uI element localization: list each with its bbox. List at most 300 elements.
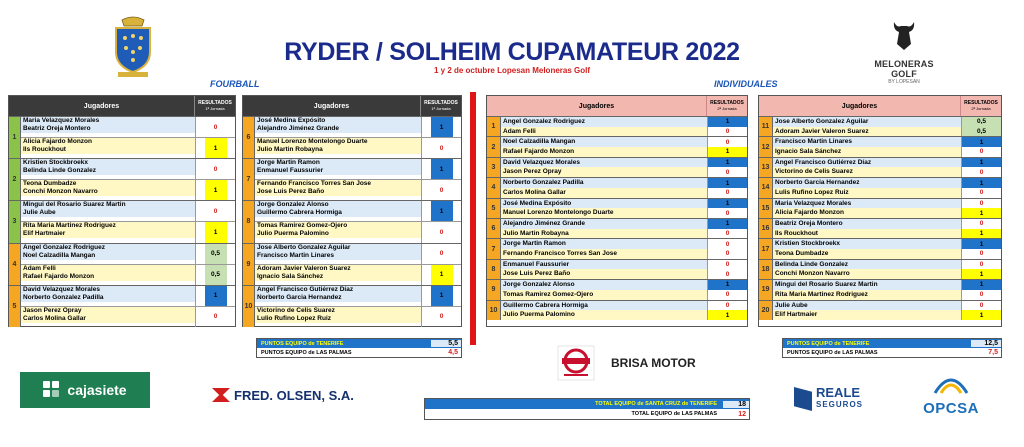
pair-result: [195, 265, 235, 285]
player-name: Angel Francisco Gutiérrez Díaz: [773, 158, 961, 168]
total-tenerife: TOTAL EQUIPO de SANTA CRUZ de TENERIFE 18: [425, 399, 749, 409]
pair-row: [21, 117, 235, 137]
pair-names: [773, 137, 961, 156]
player-name: Norberto Garcia Hernandez: [773, 178, 961, 188]
pair-row: [21, 159, 235, 179]
match-row: [759, 279, 1001, 299]
pair-row: [255, 201, 461, 221]
result-value: 0: [439, 229, 444, 237]
match-row: [487, 136, 747, 156]
match-number: 9: [487, 280, 501, 299]
result-value: 0,5: [205, 244, 227, 264]
results-header: RESULTADOS 1ª Jornada: [195, 96, 235, 116]
player-name: Victorino de Celis Suarez: [255, 307, 421, 315]
page-title: RYDER / SOLHEIM CUPAMATEUR 2022: [284, 38, 740, 66]
match-row: [487, 238, 747, 258]
pair-result: [707, 239, 747, 258]
match-pairs: [21, 286, 235, 327]
result-value: 1: [962, 208, 1001, 218]
pair-result: [421, 286, 461, 306]
pair-names: [501, 137, 707, 156]
match-row: [9, 158, 235, 200]
opcsa-icon: [931, 373, 971, 395]
result-value: 0: [725, 261, 730, 269]
player-name: Carlos Molina Gallar: [21, 315, 195, 323]
pair-names: [255, 201, 421, 221]
pair-names: [773, 260, 961, 279]
pair-result: [707, 199, 747, 218]
result-value: 1: [962, 310, 1001, 320]
result-value: 1: [962, 269, 1001, 279]
result-value: 0: [979, 261, 984, 269]
result-value: 1: [431, 201, 453, 221]
pair-result: [195, 286, 235, 306]
match-row: [487, 279, 747, 299]
match-row: [9, 285, 235, 327]
match-number: 20: [759, 301, 773, 320]
player-name: Noel Calzadilla Mangan: [21, 252, 195, 260]
match-row: [759, 218, 1001, 238]
player-name: Jose Alberto Gonzalez Aguilar: [255, 244, 421, 252]
player-name: Ils Rouckhout: [21, 146, 195, 154]
pair-names: [501, 280, 707, 299]
players-header: Jugadores: [243, 96, 421, 116]
fourball-points-laspalmas: PUNTOS EQUIPO de LAS PALMAS 4,5: [257, 348, 461, 357]
total-points-box: [424, 398, 750, 420]
player-name: Jason Perez Opray: [501, 167, 707, 177]
pair-names: [255, 286, 421, 306]
match-row: [487, 259, 747, 279]
pair-names: [21, 117, 195, 137]
match-row: [487, 218, 747, 238]
pair-names: [255, 307, 421, 327]
pair-result: [421, 117, 461, 137]
individual-points-box: [782, 338, 1002, 358]
match-row: [243, 285, 461, 327]
results-header: RESULTADOS 1ª Jornada: [421, 96, 461, 116]
result-value: 0: [725, 240, 730, 248]
player-name: Noel Calzadilla Mangan: [501, 137, 707, 147]
result-value: 0: [725, 301, 730, 309]
match-row: [759, 238, 1001, 258]
match-pairs: [21, 244, 235, 285]
match-number: 7: [243, 159, 255, 200]
pair-names: [773, 117, 961, 136]
pair-names: [255, 222, 421, 242]
pair-result: [421, 222, 461, 242]
pair-names: [501, 199, 707, 218]
brisa-motor-logo: BRISA MOTOR: [611, 356, 696, 370]
match-pairs: [21, 159, 235, 200]
results-header: RESULTADOS 2ª Jornada: [707, 96, 747, 116]
match-number: 4: [487, 178, 501, 197]
match-row: [487, 157, 747, 177]
match-number: 2: [9, 159, 21, 200]
pair-result: [707, 117, 747, 136]
pair-result: [961, 239, 1001, 258]
pair-result: [961, 260, 1001, 279]
player-name: David Velazquez Morales: [21, 286, 195, 294]
player-name: Elif Hartmaier: [773, 310, 961, 320]
player-name: Julio Martin Robayna: [501, 229, 707, 239]
pair-result: [421, 307, 461, 327]
player-name: Enmanuel Faussurier: [255, 167, 421, 175]
reale-sub: SEGUROS: [816, 400, 864, 409]
pair-result: [195, 244, 235, 264]
pair-names: [773, 280, 961, 299]
player-name: Conchi Monzon Navarro: [773, 269, 961, 279]
result-value: 0: [725, 128, 730, 136]
result-value: 0: [725, 138, 730, 146]
pair-names: [501, 158, 707, 177]
player-name: Angel Francisco Gutiérrez Díaz: [255, 286, 421, 294]
pair-names: [773, 239, 961, 258]
match-number: 2: [487, 137, 501, 156]
player-name: Adoram Javier Valeron Suarez: [255, 265, 421, 273]
result-value: 1: [431, 265, 453, 285]
nissan-logo: [556, 344, 596, 382]
fourball-table-right: [242, 95, 462, 327]
match-number: 15: [759, 199, 773, 218]
match-row: [243, 200, 461, 242]
player-name: Jose Luis Perez Baño: [501, 269, 707, 279]
pair-result: [195, 117, 235, 137]
player-name: Mingui del Rosario Suarez Martin: [21, 201, 195, 209]
result-value: 0: [979, 250, 984, 258]
total-laspalmas: TOTAL EQUIPO de LAS PALMAS 12: [425, 409, 749, 419]
result-value: 1: [708, 219, 747, 229]
pair-row: [255, 117, 461, 137]
player-name: Carlos Molina Gallar: [501, 188, 707, 198]
result-value: 0,5: [205, 265, 227, 285]
match-row: [759, 116, 1001, 136]
pair-result: [421, 244, 461, 264]
player-name: Victorino de Celis Suarez: [773, 167, 961, 177]
player-name: Norberto Gonzalez Padilla: [501, 178, 707, 188]
match-number: 17: [759, 239, 773, 258]
result-value: 1: [708, 117, 747, 127]
player-name: Teona Dumbadze: [21, 180, 195, 188]
player-name: Mingui del Rosario Suarez Martin: [773, 280, 961, 290]
match-row: [759, 136, 1001, 156]
pair-row: [21, 179, 235, 200]
match-number: 3: [9, 201, 21, 242]
results-header: RESULTADOS 2ª Jornada: [961, 96, 1001, 116]
pair-result: [707, 158, 747, 177]
individual-table-left: [486, 95, 748, 327]
player-name: Ignacio Sala Sánchez: [773, 147, 961, 157]
player-name: Manuel Lorenzo Montelongo Duarte: [501, 208, 707, 218]
player-name: Tomas Ramirez Gomez-Ojero: [501, 290, 707, 300]
fred-olsen-icon: [212, 388, 230, 402]
result-value: 1: [205, 222, 227, 242]
match-number: 6: [487, 219, 501, 238]
cajasiete-icon: [43, 381, 61, 399]
players-header: Jugadores: [9, 96, 195, 116]
result-value: 1: [708, 178, 747, 188]
player-name: Adam Felli: [501, 127, 707, 137]
player-name: Fernando Francisco Torres San Jose: [501, 249, 707, 259]
section-individuales: INDIVIDUALES: [714, 79, 778, 89]
pair-names: [501, 239, 707, 258]
match-number: 5: [9, 286, 21, 327]
player-name: Conchi Monzon Navarro: [21, 188, 195, 196]
result-value: 1: [431, 286, 453, 306]
page-subtitle: 1 y 2 de octubre Lopesan Meloneras Golf: [433, 66, 591, 75]
pair-row: [21, 306, 235, 327]
match-number: 18: [759, 260, 773, 279]
opcsa-logo: [906, 373, 996, 423]
player-name: Alejandro Jiménez Grande: [255, 125, 421, 133]
match-number: 10: [487, 301, 501, 320]
player-name: Rita Maria Martinez Rodriguez: [773, 290, 961, 300]
result-value: 0: [725, 270, 730, 278]
pair-names: [501, 219, 707, 238]
pair-result: [195, 138, 235, 158]
section-divider: [470, 92, 476, 345]
pair-names: [255, 244, 421, 264]
reale-seguros-logo: [794, 384, 884, 414]
meloneras-golf-logo: [868, 18, 940, 85]
result-value: 0,5: [962, 127, 1001, 137]
player-name: Julio Martin Robayna: [255, 146, 421, 154]
player-name: Guillermo Cabrera Hormiga: [255, 209, 421, 217]
players-header: Jugadores: [487, 96, 707, 116]
match-row: [759, 177, 1001, 197]
player-name: Belinda Linde Gonzalez: [21, 167, 195, 175]
player-name: Jorge Martin Ramon: [255, 159, 421, 167]
result-value: 0: [213, 207, 218, 215]
player-name: Maria Velazquez Morales: [21, 117, 195, 125]
result-value: 0: [213, 165, 218, 173]
match-number: 8: [487, 260, 501, 279]
result-value: 0: [979, 148, 984, 156]
match-row: [9, 116, 235, 158]
player-name: Jorge Gonzalez Alonso: [255, 201, 421, 209]
pair-result: [195, 222, 235, 242]
match-row: [759, 300, 1001, 320]
player-name: Jason Perez Opray: [21, 307, 195, 315]
player-name: Adoram Javier Valeron Suarez: [773, 127, 961, 137]
player-name: Alicia Fajardo Monzon: [773, 208, 961, 218]
match-pairs: [255, 201, 461, 242]
player-name: Jose Alberto Gonzalez Aguilar: [773, 117, 961, 127]
pair-names: [773, 199, 961, 218]
match-number: 1: [9, 117, 21, 158]
pair-result: [707, 178, 747, 197]
pair-names: [21, 201, 195, 221]
pair-result: [961, 117, 1001, 136]
match-number: 13: [759, 158, 773, 177]
pair-names: [501, 117, 707, 136]
bull-icon: [889, 18, 919, 52]
match-row: [487, 177, 747, 197]
result-value: 1: [962, 280, 1001, 290]
reale-icon: [794, 387, 812, 411]
match-pairs: [255, 286, 461, 327]
player-name: Alejandro Jiménez Grande: [501, 219, 707, 229]
player-name: José Medina Expósito: [501, 199, 707, 209]
result-value: 1: [708, 280, 747, 290]
reale-name: REALE: [816, 385, 861, 400]
player-name: Julio Puerma Palomino: [255, 230, 421, 238]
player-name: Lulio Rufino Lopez Ruiz: [255, 315, 421, 323]
pair-result: [961, 301, 1001, 320]
pair-row: [255, 159, 461, 179]
player-name: Jorge Martin Ramon: [501, 239, 707, 249]
result-value: 1: [431, 117, 453, 137]
individual-table-right: [758, 95, 1002, 327]
pair-names: [21, 307, 195, 327]
cajasiete-name: cajasiete: [67, 382, 127, 398]
result-value: 0: [213, 313, 218, 321]
player-name: Julie Aube: [773, 301, 961, 311]
pair-row: [21, 201, 235, 221]
match-pairs: [21, 117, 235, 158]
result-value: 0: [725, 250, 730, 258]
pair-names: [773, 219, 961, 238]
player-name: Rafael Fajardo Monzon: [21, 273, 195, 281]
pair-row: [255, 264, 461, 285]
match-row: [243, 158, 461, 200]
pair-names: [501, 301, 707, 320]
pair-result: [707, 219, 747, 238]
match-pairs: [21, 201, 235, 242]
result-value: 0: [979, 199, 984, 207]
result-value: 0: [213, 123, 218, 131]
result-value: 0: [725, 230, 730, 237]
pair-names: [21, 222, 195, 242]
match-row: [759, 259, 1001, 279]
player-name: Rita Maria Martinez Rodriguez: [21, 222, 195, 230]
pair-names: [21, 286, 195, 306]
player-name: Beatriz Oreja Montero: [773, 219, 961, 229]
player-name: Ils Rouckhout: [773, 229, 961, 239]
pair-names: [501, 178, 707, 197]
result-value: 0: [439, 144, 444, 152]
result-value: 0: [725, 168, 730, 176]
section-fourball: FOURBALL: [210, 79, 260, 89]
player-name: Julie Aube: [21, 209, 195, 217]
player-name: Guillermo Cabrera Hormiga: [501, 301, 707, 311]
match-row: [759, 198, 1001, 218]
match-number: 7: [487, 239, 501, 258]
player-name: Julio Puerma Palomino: [501, 310, 707, 320]
match-number: 4: [9, 244, 21, 285]
match-row: [487, 116, 747, 136]
meloneras-sub: BY LOPESAN: [888, 79, 920, 85]
pair-names: [21, 244, 195, 264]
player-name: Kristien Stockbroekx: [21, 159, 195, 167]
player-name: Elif Hartmaier: [21, 230, 195, 238]
match-number: 8: [243, 201, 255, 242]
match-pairs: [255, 244, 461, 285]
pair-result: [961, 137, 1001, 156]
pair-result: [961, 158, 1001, 177]
result-value: 1: [708, 310, 747, 320]
result-value: 0: [439, 250, 444, 258]
pair-names: [773, 158, 961, 177]
pair-result: [707, 137, 747, 156]
result-value: 1: [205, 180, 227, 200]
player-name: Enmanuel Faussurier: [501, 260, 707, 270]
player-name: Maria Velazquez Morales: [773, 199, 961, 209]
player-name: Lulis Rufino Lopez Ruiz: [773, 188, 961, 198]
match-row: [9, 243, 235, 285]
match-number: 19: [759, 280, 773, 299]
fourball-table-left: [8, 95, 236, 327]
pair-row: [255, 306, 461, 327]
pair-names: [501, 260, 707, 279]
player-name: Kristien Stockbroekx: [773, 239, 961, 249]
match-row: [487, 300, 747, 320]
fred-olsen-logo: [212, 385, 362, 405]
pair-names: [255, 117, 421, 137]
player-name: Angel Gonzalez Rodriguez: [501, 117, 707, 127]
result-value: 1: [962, 178, 1001, 188]
pair-result: [421, 265, 461, 285]
match-number: 1: [487, 117, 501, 136]
result-value: 0: [979, 168, 984, 176]
player-name: Beatriz Oreja Montero: [21, 125, 195, 133]
pair-names: [255, 265, 421, 285]
result-value: 1: [708, 147, 747, 157]
pair-names: [21, 159, 195, 179]
result-value: 1: [708, 158, 747, 168]
player-name: Norberto Garcia Hernandez: [255, 294, 421, 302]
pair-names: [21, 138, 195, 158]
pair-row: [21, 244, 235, 264]
pair-row: [21, 137, 235, 158]
result-value: 1: [962, 137, 1001, 147]
match-number: 12: [759, 137, 773, 156]
pair-row: [21, 221, 235, 242]
pair-result: [707, 301, 747, 320]
result-value: 0: [725, 209, 730, 217]
pair-row: [21, 264, 235, 285]
match-number: 14: [759, 178, 773, 197]
pair-names: [21, 180, 195, 200]
result-value: 1: [205, 138, 227, 158]
pair-result: [421, 201, 461, 221]
player-name: Adam Felli: [21, 265, 195, 273]
fourball-points-box: [256, 338, 462, 358]
result-value: 0: [439, 313, 444, 321]
pair-row: [255, 244, 461, 264]
player-name: Fernando Francisco Torres San Jose: [255, 180, 421, 188]
player-name: Francisco Martin Linares: [773, 137, 961, 147]
match-number: 10: [243, 286, 255, 327]
pair-result: [195, 159, 235, 179]
player-name: Belinda Linde Gonzalez: [773, 260, 961, 270]
pair-result: [707, 260, 747, 279]
pair-result: [961, 280, 1001, 299]
result-value: 1: [962, 239, 1001, 249]
pair-result: [961, 178, 1001, 197]
player-name: Tomas Ramirez Gomez-Ojero: [255, 222, 421, 230]
player-name: Manuel Lorenzo Montelongo Duarte: [255, 138, 421, 146]
pair-result: [421, 138, 461, 158]
player-name: Angel Gonzalez Rodriguez: [21, 244, 195, 252]
pair-result: [421, 180, 461, 200]
match-row: [759, 157, 1001, 177]
match-row: [243, 116, 461, 158]
pair-row: [255, 179, 461, 200]
result-value: 0: [979, 220, 984, 228]
pair-row: [255, 286, 461, 306]
match-row: [487, 198, 747, 218]
fred-olsen-name: FRED. OLSEN, S.A.: [234, 387, 354, 403]
